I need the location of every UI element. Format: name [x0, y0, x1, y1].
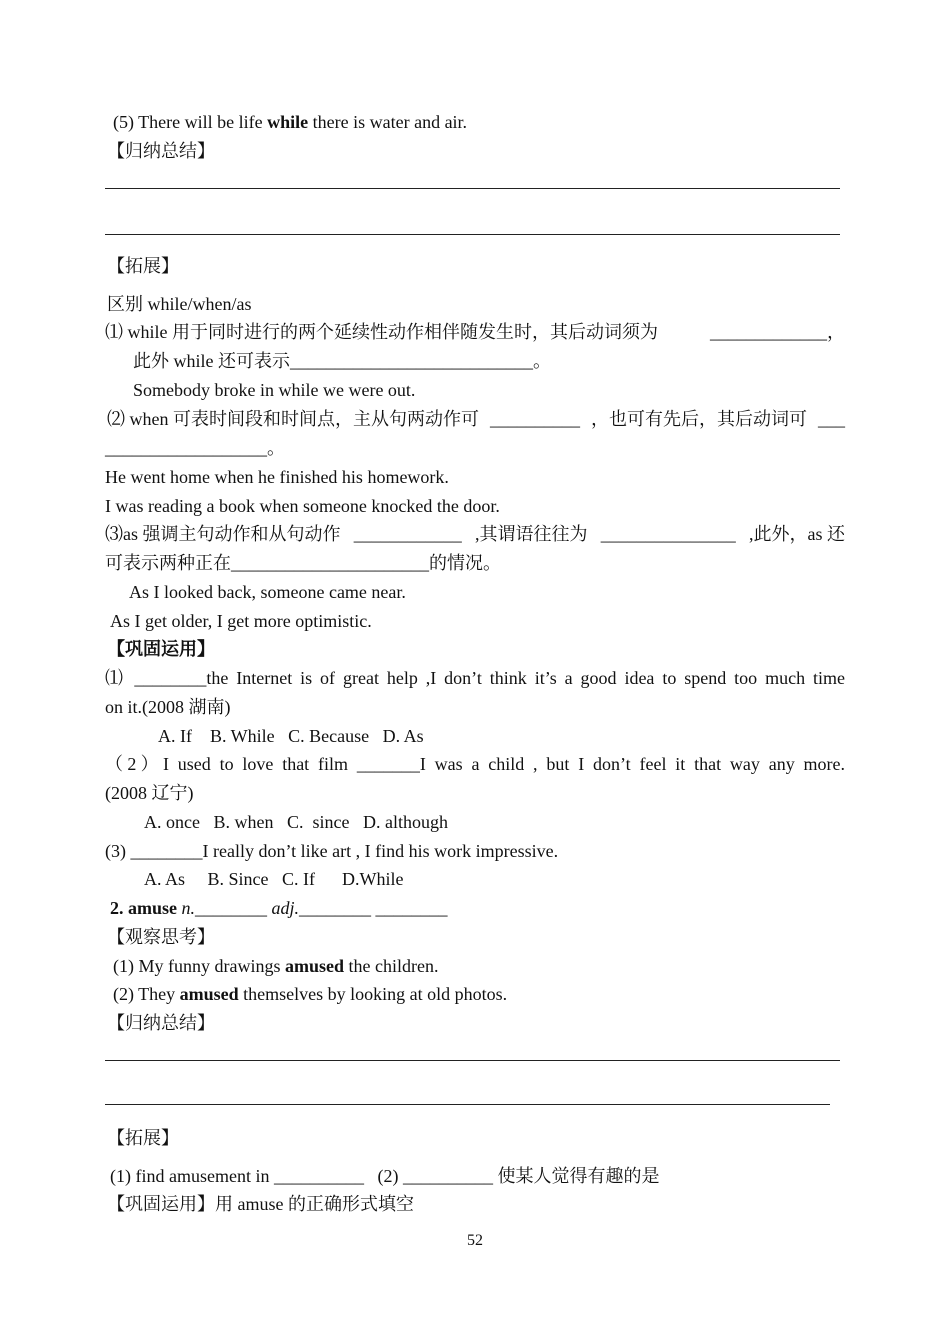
extension-line: (1) find amusement in __________ (2) __________ 使某人觉得有趣的是 — [110, 1166, 660, 1186]
summary-heading-2: 【归纳总结】 — [107, 1013, 215, 1033]
when-example-2: I was reading a book when someone knocked the door. — [105, 496, 500, 516]
amuse-word-forms: 2. amuse n.________ adj.________ ________ — [110, 898, 448, 918]
while-rule: ⑴ while 用于同时进行的两个延续性动作相伴随发生时，其后动词须为 _____________， — [105, 322, 845, 342]
as-rule-cont: 可表示两种正在______________________的情况。 — [105, 553, 501, 573]
answer-line — [105, 188, 840, 189]
observe-heading: 【观察思考】 — [107, 927, 215, 947]
page-number: 52 — [467, 1232, 483, 1249]
when-rule: ⑵ when 可表时间段和时间点，主从句两动作可 __________ ，也可有先后，其后动词可 ___ — [107, 409, 845, 429]
practice-heading-1: 【巩固运用】 — [107, 639, 215, 659]
question-2-options: A. once B. when C. since D. although — [144, 812, 448, 832]
question-3-options: A. As B. Since C. If D.While — [144, 869, 404, 889]
question-3: (3) ________I really don’t like art , I find his work impressive. — [105, 841, 559, 861]
question-1: ⑴ ________the Internet is of great help ,I don’t think it’s a good idea to spend too much time — [105, 668, 845, 688]
extension-heading-2: 【拓展】 — [107, 1128, 179, 1148]
amuse-example-2: (2) They amused themselves by looking at old photos. — [113, 984, 508, 1004]
as-example-1: As I looked back, someone came near. — [129, 582, 406, 602]
as-example-2: As I get older, I get more optimistic. — [110, 611, 372, 631]
when-rule-cont: __________________。 — [105, 438, 285, 458]
answer-line — [105, 1104, 830, 1105]
while-example: Somebody broke in while we were out. — [133, 380, 416, 400]
answer-line — [105, 1060, 840, 1061]
question-1-cont: on it.(2008 湖南) — [105, 697, 231, 717]
question-2: （2）I used to love that film _______I was a child , but I don’t feel it that way any more. — [105, 754, 845, 774]
summary-heading-1: 【归纳总结】 — [107, 141, 215, 161]
when-example-1: He went home when he finished his homework. — [105, 467, 449, 487]
extension-intro: 区别 while/when/as — [107, 294, 252, 314]
question-2-cont: (2008 辽宁) — [105, 783, 194, 803]
amuse-example-1: (1) My funny drawings amused the children. — [113, 956, 439, 976]
example-5: (5) There will be life while there is water and air. — [113, 112, 468, 132]
question-1-options: A. If B. While C. Because D. As — [158, 726, 424, 746]
practice-heading-2: 【巩固运用】用 amuse 的正确形式填空 — [107, 1194, 414, 1214]
while-rule-cont: 此外 while 还可表示___________________________。 — [133, 351, 551, 371]
answer-line — [105, 234, 840, 235]
as-rule: ⑶as 强调主句动作和从句动作 ____________ ,其谓语往往为 _______________ ,此外，as 还 — [105, 524, 845, 544]
extension-heading-1: 【拓展】 — [107, 256, 179, 276]
